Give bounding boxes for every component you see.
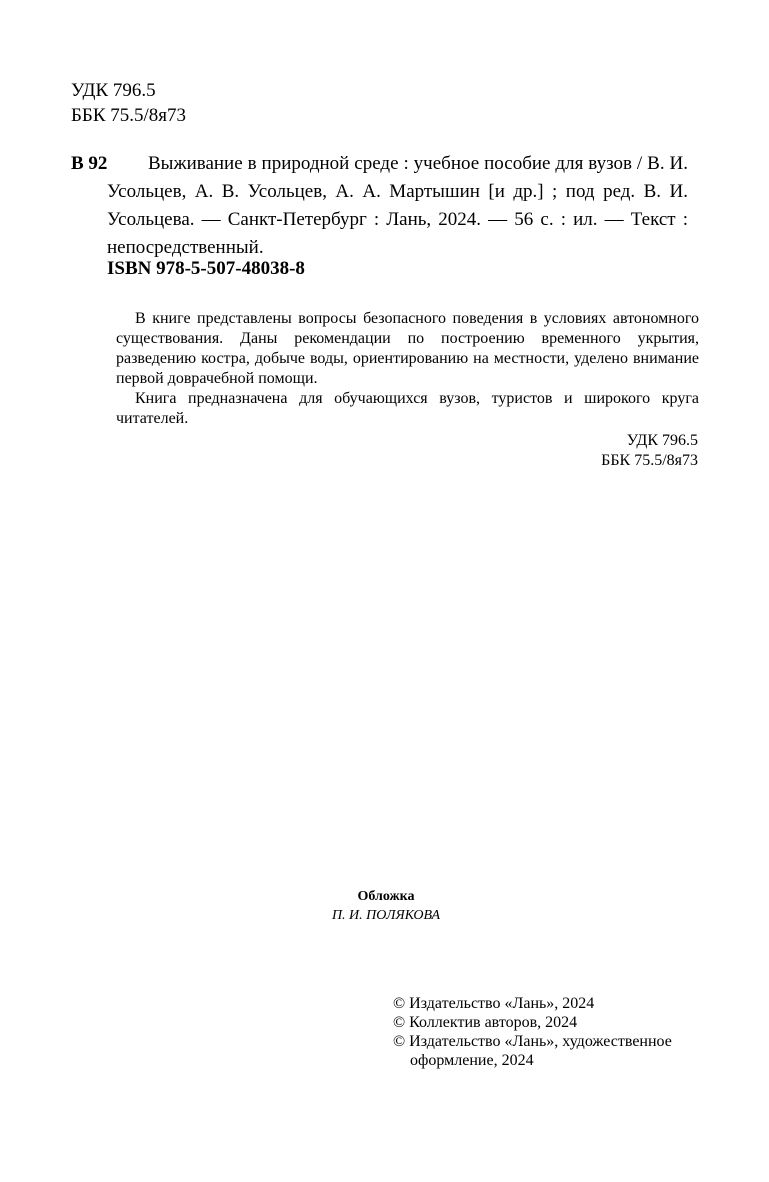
copyright-line-continuation: оформление, 2024 [410, 1052, 534, 1069]
isbn: ISBN 978-5-507-48038-8 [107, 258, 305, 279]
author-mark: В 92 [71, 153, 108, 174]
udk-code: УДК 796.5 [626, 432, 698, 449]
copyright-line: © Коллектив авторов, 2024 [393, 1014, 578, 1031]
bottom-classification-codes [560, 431, 698, 471]
bbk-code: ББК 75.5/8я73 [601, 452, 698, 469]
copyright-line: © Издательство «Лань», художественное [393, 1033, 672, 1050]
cover-credit [286, 887, 486, 925]
cover-designer: П. И. ПОЛЯКОВА [331, 908, 441, 923]
cover-label: Обложка [357, 889, 415, 904]
annotation-paragraph: В книге представлены вопросы безопасного поведения в условиях автономного существования. Даны рекомендации по построению временного укрытия, разведению костра, добыче воды, ориентированию на местности, уделено внимание первой доврачебной помощи. [116, 310, 699, 387]
annotation-paragraph: Книга предназначена для обучающихся вузов, туристов и широкого круга читателей. [116, 390, 699, 427]
udk-code: УДК 796.5 [71, 80, 156, 101]
bibliographic-description: Выживание в природной среде : учебное пособие для вузов / В. И. Усольцев, А. В. Усольцев, А. А. Мартышин [и др.] ; под ред. В. И. Усольцева. — Санкт-Петербург : Лань, 2024. — 56 с. : ил. — Текст : непосредственный. [107, 153, 688, 258]
bbk-code: ББК 75.5/8я73 [71, 105, 187, 126]
copyright-line: © Издательство «Лань», 2024 [393, 995, 595, 1012]
top-classification-codes [71, 78, 186, 128]
annotation [116, 309, 699, 429]
copyright-block [393, 994, 693, 1070]
